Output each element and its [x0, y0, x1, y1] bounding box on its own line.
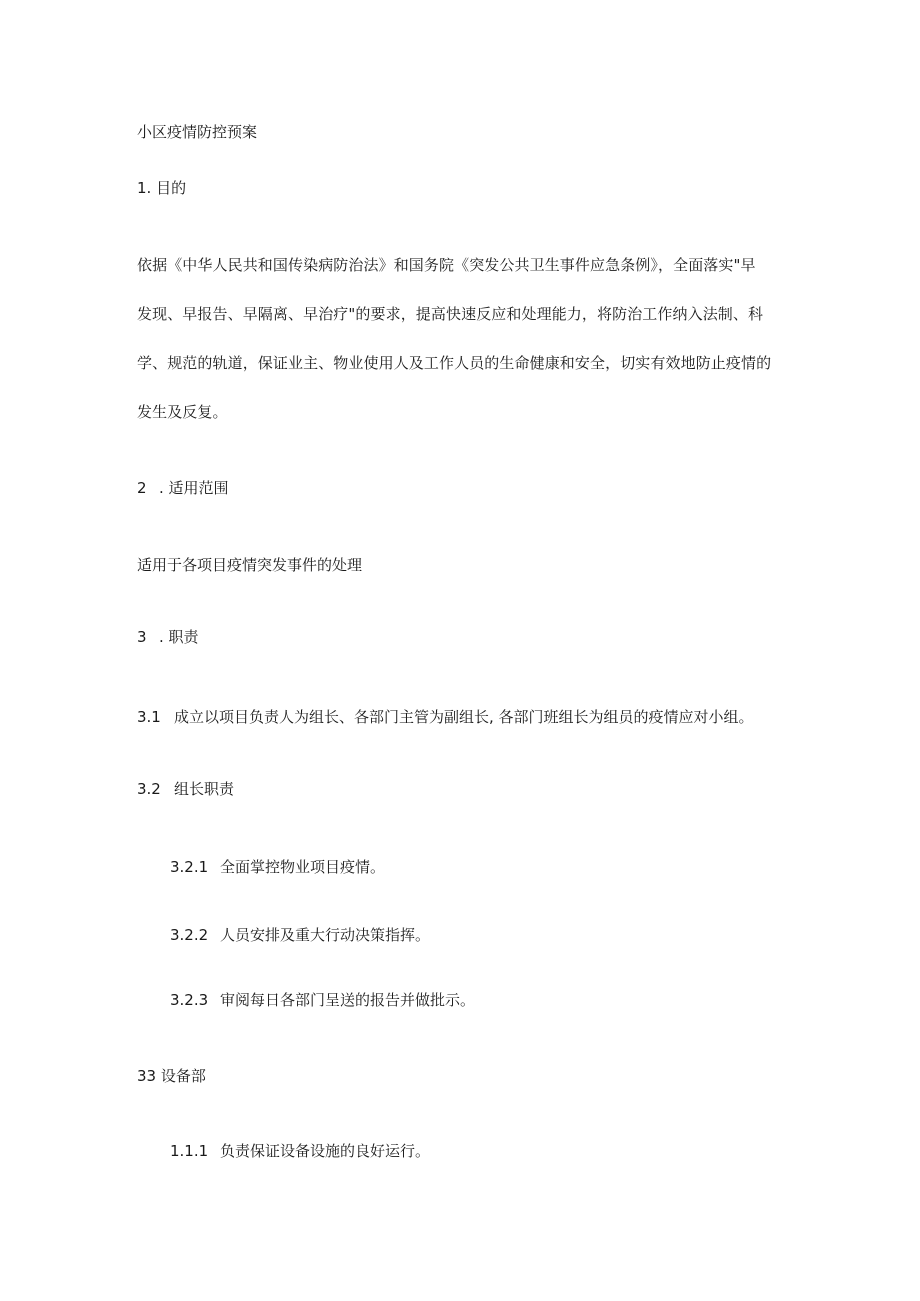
item-3-1 [137, 707, 754, 727]
section-number: 2 [137, 479, 147, 497]
purpose-line: 依据《中华人民共和国传染病防治法》和国务院《突发公共卫生事件应急条例》，全面落实"早 [137, 256, 756, 274]
purpose-paragraph [137, 255, 785, 451]
item-text: 人员安排及重大行动决策指挥。 [220, 926, 431, 944]
purpose-line: 学、规范的轨道，保证业主、物业使用人及工作人员的生命健康和安全，切实有效地防止疫情的 [137, 354, 772, 372]
item-number: 3.2 [137, 780, 161, 798]
item-number: 3.2.2 [170, 926, 209, 944]
item-number: 3.2.1 [170, 858, 209, 876]
section-2-heading [137, 478, 229, 498]
item-3-2 [137, 779, 234, 799]
item-number: 3.2.3 [170, 991, 209, 1009]
item-text: 负责保证设备设施的良好运行。 [220, 1142, 431, 1160]
item-3-2-1 [170, 857, 385, 877]
section-title: . 职责 [159, 628, 199, 646]
item-text: 全面掌控物业项目疫情。 [220, 858, 386, 876]
item-1-1-1 [170, 1141, 430, 1161]
section-title: . 适用范围 [159, 479, 229, 497]
item-number: 3.1 [137, 708, 161, 726]
item-text: 审阅每日各部门呈送的报告并做批示。 [220, 991, 476, 1009]
section-1-heading: 1. 目的 [137, 179, 187, 197]
item-number: 1.1.1 [170, 1142, 209, 1160]
item-3-3-heading: 33 设备部 [137, 1067, 206, 1085]
item-text: 组长职责 [174, 780, 235, 798]
document-title: 小区疫情防控预案 [137, 123, 258, 141]
purpose-line: 发生及反复。 [137, 403, 228, 421]
purpose-line: 发现、早报告、早隔离、早治疗"的要求，提高快速反应和处理能力，将防治工作纳入法制、科 [137, 305, 764, 323]
section-number: 3 [137, 628, 147, 646]
item-3-2-3 [170, 990, 475, 1010]
item-3-2-2 [170, 925, 430, 945]
section-3-heading [137, 627, 199, 647]
scope-text: 适用于各项目疫情突发事件的处理 [137, 556, 363, 574]
item-text: 成立以项目负责人为组长、各部门主管为副组长, 各部门班组长为组员的疫情应对小组。 [174, 708, 754, 726]
